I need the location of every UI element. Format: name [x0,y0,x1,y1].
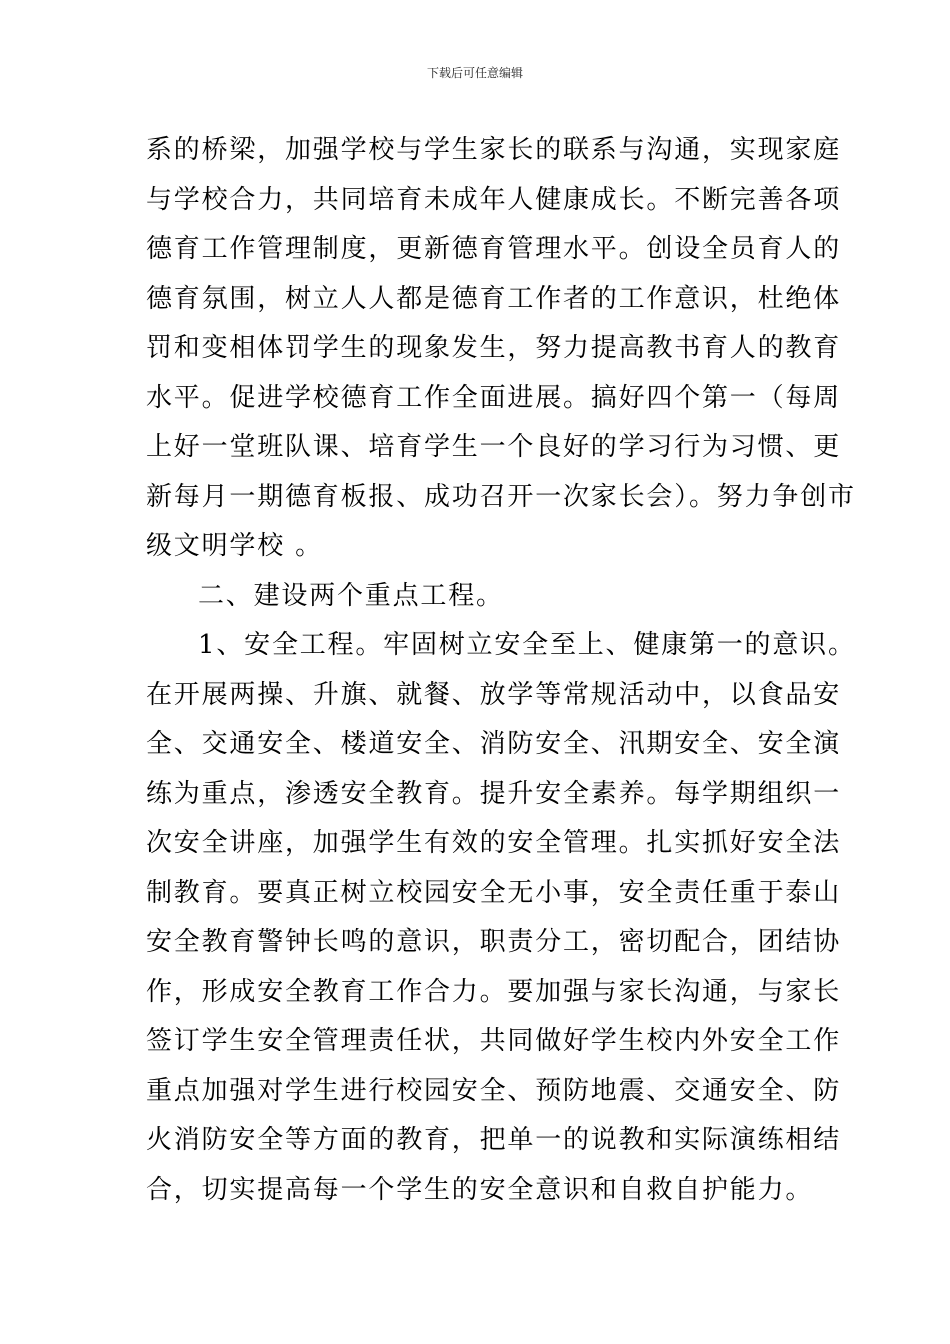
text-line: 罚和变相体罚学生的现象发生，努力提高教书育人的教育 [146,333,842,363]
text-line: 级文明学校 。 [146,531,323,561]
text-line: 水平。促进学校德育工作全面进展。搞好四个第一（每周 [146,382,842,413]
text-line: 系的桥梁，加强学校与学生家长的联系与沟通，实现家庭 [146,135,842,165]
document-body [146,126,856,1215]
text-line: 作，形成安全教育工作合力。要加强与家长沟通，与家长 [146,976,842,1007]
text-line: 重点加强对学生进行校园安全、预防地震、交通安全、防 [146,1075,842,1106]
paragraph-start-line: 1、安全工程。牢固树立安全至上、健康第一的意识。 [198,630,856,660]
text-line: 在开展两操、升旗、就餐、放学等常规活动中，以食品安 [146,679,842,710]
section-heading: 二、建设两个重点工程。 [198,580,504,611]
text-line: 上好一堂班队课、培育学生一个良好的学习行为习惯、更 [146,432,842,462]
text-line: 签订学生安全管理责任状，共同做好学生校内外安全工作 [146,1026,842,1056]
text-line: 安全教育警钟长鸣的意识，职责分工，密切配合，团结协 [146,927,842,957]
text-line: 德育工作管理制度，更新德育管理水平。创设全员育人的 [146,234,842,264]
text-line: 全、交通安全、楼道安全、消防安全、汛期安全、安全演 [146,729,842,759]
text-line: 德育氛围，树立人人都是德育工作者的工作意识，杜绝体 [146,283,842,314]
text-line: 新每月一期德育板报、成功召开一次家长会）。努力争创市 [146,481,856,512]
text-line: 与学校合力，共同培育未成年人健康成长。不断完善各项 [146,184,842,215]
text-line: 次安全讲座，加强学生有效的安全管理。扎实抓好安全法 [146,828,842,858]
text-line: 合，切实提高每一个学生的安全意识和自救自护能力。 [146,1174,814,1205]
text-line: 练为重点，渗透安全教育。提升安全素养。每学期组织一 [146,778,842,809]
text-line: 火消防安全等方面的教育，把单一的说教和实际演练相结 [146,1125,842,1155]
page-header: 下载后可任意编辑 [426,66,523,80]
text-line: 制教育。要真正树立校园安全无小事，安全责任重于泰山 [146,877,842,908]
